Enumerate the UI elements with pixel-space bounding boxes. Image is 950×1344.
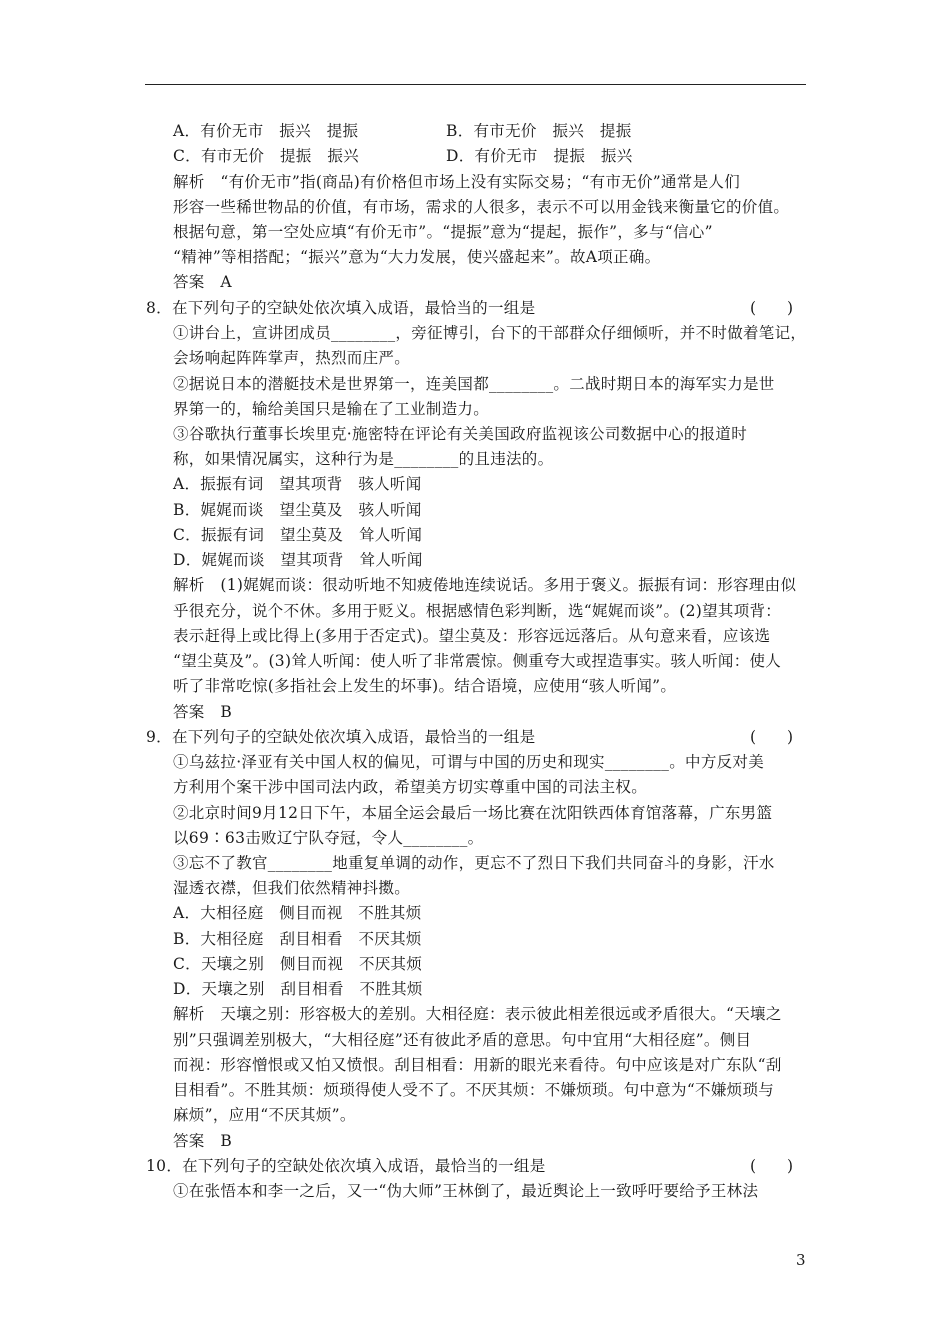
- sentence-line: ①在张悟本和李一之后，又一“伪大师”王林倒了，最近舆论上一致呼吁要给予王林法: [173, 1182, 759, 1200]
- answer-bracket: ( ): [750, 728, 794, 746]
- answer-line: 答案 B: [173, 1132, 233, 1150]
- option-d: D．有价无市 提振 振兴: [446, 147, 633, 165]
- explanation-line: 别”只强调差别极大，“大相径庭”还有彼此矛盾的意思。句中宜用“大相径庭”。侧目: [173, 1031, 752, 1049]
- sentence-line: 会场响起阵阵掌声，热烈而庄严。: [173, 349, 411, 367]
- explanation-line: “精神”等相搭配；“振兴”意为“大力发展，使兴盛起来”。故A项正确。: [173, 248, 661, 266]
- answer-line: 答案 A: [173, 273, 232, 291]
- sentence-line: ③忘不了教官________地重复单调的动作，更忘不了烈日下我们共同奋斗的身影，汗水: [173, 854, 775, 872]
- option-d: D．娓娓而谈 望其项背 耸人听闻: [173, 551, 423, 569]
- option-b: B．娓娓而谈 望尘莫及 骇人听闻: [173, 501, 422, 519]
- explanation-line: 表示赶得上或比得上(多用于否定式)。望尘莫及：形容远远落后。从句意来看，应该选: [173, 627, 771, 645]
- option-c: C．天壤之别 侧目而视 不厌其烦: [173, 955, 423, 973]
- header-rule: [145, 84, 806, 85]
- explanation-line: “望尘莫及”。(3)耸人听闻：使人听了非常震惊。侧重夸大或捏造事实。骇人听闻：使人: [173, 652, 782, 670]
- option-b: B．大相径庭 刮目相看 不厌其烦: [173, 930, 422, 948]
- sentence-line: 界第一的，输给美国只是输在了工业制造力。: [173, 400, 490, 418]
- sentence-line: 称，如果情况属实，这种行为是________的且违法的。: [173, 450, 554, 468]
- page-number: 3: [796, 1251, 806, 1269]
- answer-line: 答案 B: [173, 703, 233, 721]
- explanation-line: 根据句意，第一空处应填“有价无市”。“提振”意为“提起，振作”，多与“信心”: [173, 223, 713, 241]
- explanation-line: 解析 天壤之别：形容极大的差别。大相径庭：表示彼此相差很远或矛盾很大。“天壤之: [173, 1005, 782, 1023]
- explanation-line: 解析 “有价无市”指(商品)有价格但市场上没有实际交易；“有市无价”通常是人们: [173, 173, 740, 191]
- explanation-line: 解析 (1)娓娓而谈：很动听地不知疲倦地连续说话。多用于褒义。振振有词：形容理由似: [173, 576, 797, 594]
- option-a: A．大相径庭 侧目而视 不胜其烦: [173, 904, 422, 922]
- option-d: D．天壤之别 刮目相看 不胜其烦: [173, 980, 423, 998]
- explanation-line: 麻烦”，应用“不厌其烦”。: [173, 1106, 356, 1124]
- sentence-line: ②北京时间9月12日下午，本届全运会最后一场比赛在沈阳铁西体育馆落幕，广东男篮: [173, 804, 773, 822]
- sentence-line: ②据说日本的潜艇技术是世界第一，连美国都________。二战时期日本的海军实力是世: [173, 375, 775, 393]
- question-stem: 10．在下列句子的空缺处依次填入成语，最恰当的一组是: [146, 1157, 546, 1175]
- explanation-line: 而视：形容憎恨或又怕又愤恨。刮目相看：用新的眼光来看待。句中应该是对广东队“刮: [173, 1056, 782, 1074]
- option-b: B．有市无价 振兴 提振: [446, 122, 632, 140]
- option-a: A．振振有词 望其项背 骇人听闻: [173, 475, 422, 493]
- question-stem: 8．在下列句子的空缺处依次填入成语，最恰当的一组是: [146, 299, 536, 317]
- sentence-line: 湿透衣襟，但我们依然精神抖擞。: [173, 879, 411, 897]
- sentence-line: ③谷歌执行董事长埃里克·施密特在评论有关美国政府监视该公司数据中心的报道时: [173, 425, 748, 443]
- answer-bracket: ( ): [750, 299, 794, 317]
- explanation-line: 目相看”。不胜其烦：烦琐得使人受不了。不厌其烦：不嫌烦琐。句中意为“不嫌烦琐与: [173, 1081, 775, 1099]
- explanation-line: 乎很充分，说个不休。多用于贬义。根据感情色彩判断，选“娓娓而谈”。(2)望其项背：: [173, 602, 782, 620]
- option-a: A．有价无市 振兴 提振: [173, 122, 359, 140]
- answer-bracket: ( ): [750, 1157, 794, 1175]
- sentence-line: 方利用个案干涉中国司法内政，希望美方切实尊重中国的司法主权。: [173, 778, 648, 796]
- explanation-line: 形容一些稀世物品的价值，有市场，需求的人很多，表示不可以用金钱来衡量它的价值。: [173, 198, 790, 216]
- sentence-line: 以69∶63击败辽宁队夺冠，令人________。: [173, 829, 484, 847]
- option-c: C．振振有词 望尘莫及 耸人听闻: [173, 526, 423, 544]
- explanation-line: 听了非常吃惊(多指社会上发生的坏事)。结合语境，应使用“骇人听闻”。: [173, 677, 677, 695]
- option-c: C．有市无价 提振 振兴: [173, 147, 359, 165]
- question-stem: 9．在下列句子的空缺处依次填入成语，最恰当的一组是: [146, 728, 536, 746]
- sentence-line: ①讲台上，宣讲团成员________，旁征博引，台下的干部群众仔细倾听，并不时做着笔记，: [173, 324, 807, 342]
- sentence-line: ①乌兹拉·泽亚有关中国人权的偏见，可谓与中国的历史和现实________。中方反对美: [173, 753, 765, 771]
